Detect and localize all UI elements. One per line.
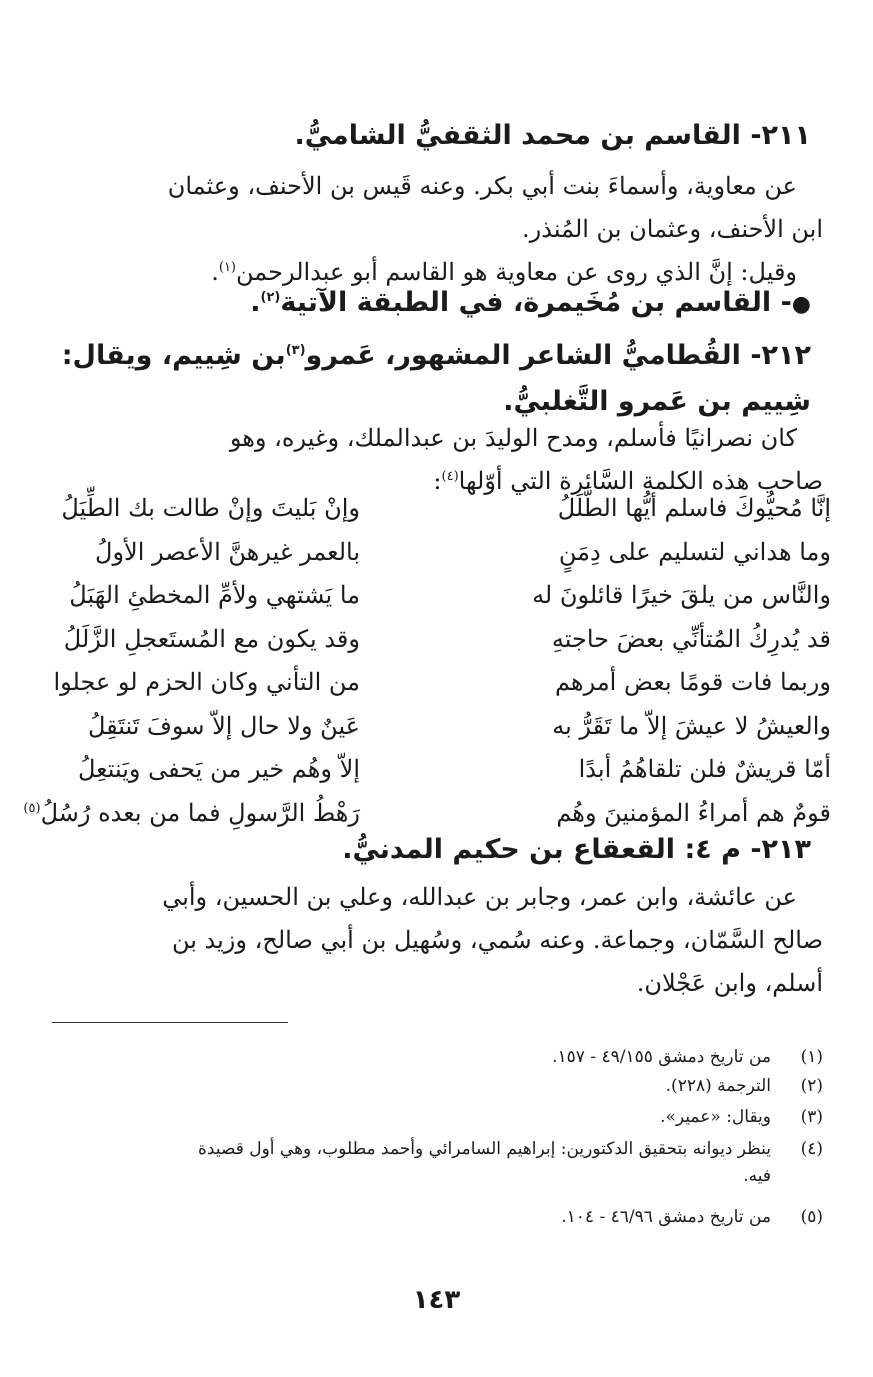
footnote-number: (٤) [800,1139,823,1159]
verse-second-hemistich: وإنْ بَليتَ وإنْ طالت بك الطِّيَلُ [61,494,360,522]
verse-second-hemistich: عَينٌ ولا حال إلاّ سوفَ تَنتَقِلُ [87,711,360,740]
verse-second-hemistich: بالعمر غيرهنَّ الأعصر الأولُ [95,537,360,566]
entry-211-line-2: ابن الأحنف، وعثمان بن المُنذر. [522,215,823,243]
text-line [40,417,823,460]
verse-first-hemistich: وربما فات قومًا بعض أمرهم [554,668,831,696]
poem [23,494,831,842]
verse-second-hemistich: من التأني وكان الحزم لو عجلوا [53,668,360,696]
footnote-ref-3[interactable]: (٣) [285,343,306,358]
footnote [40,1204,823,1231]
poem-verse [40,668,831,712]
footnote-ref-4[interactable]: (٤) [441,469,459,484]
crossref-text: - القاسم بن مُخَيمرة، في الطبقة الآتية [280,287,792,318]
footnote-separator [52,1022,288,1023]
footnote-ref-1[interactable]: (١) [218,260,236,275]
verse-first-hemistich: وما هداني لتسليم على دِمَنٍ [558,537,831,566]
footnote-number: (٢) [800,1076,823,1096]
verse-first-hemistich: والنَّاس من يلقَ خيرًا قائلونَ له [532,581,831,609]
entry-211-title-text: ٢١١- القاسم بن محمد الثقفيُّ الشاميُّ. [294,120,811,151]
footnote-number: (٥) [800,1207,823,1227]
verse-first-hemistich: قومٌ هم أمراءُ المؤمنينَ وهُم [556,798,831,827]
footnote-number: (١) [800,1047,823,1067]
text-line [40,208,823,251]
bullet-icon: ● [791,292,811,317]
text-line [40,919,823,962]
punctuation: : [433,467,442,495]
entry-211-line-3: وقيل: إنَّ الذي روى عن معاوية هو القاسم أبو عبدالرحمن [236,258,797,286]
entry-211-body [40,165,823,294]
footnote-number: (٣) [800,1107,823,1127]
entry-212-title-line-1 [41,333,811,379]
entry-212-line-2: صاحب هذه الكلمة السَّائرة التي أوّلها [458,467,823,495]
verse-first-hemistich: أمّا قريشٌ فلن تلقاهُمُ أبدًا [578,755,831,783]
footnote-text: من تاريخ دمشق ٤٦/٩٦ - ١٠٤. [561,1207,771,1227]
entry-212-title-b: بن شِييم، ويقال: [61,340,286,371]
poem-verse [40,755,831,799]
footnote-ref-5[interactable]: (٥) [23,800,41,816]
entry-213-title [41,832,811,867]
footnote-text: الترجمة (٢٢٨). [665,1076,771,1096]
footnote-continuation: فيه. [743,1166,771,1186]
text-line [40,165,823,208]
text-line [40,962,823,1005]
punctuation: . [211,258,219,286]
poem-verse [40,538,831,582]
entry-212-body [40,417,823,503]
crossref-title [41,285,811,320]
footnote-text: ويقال: «عمير». [660,1107,771,1127]
footnote-text: من تاريخ دمشق ٤٩/١٥٥ - ١٥٧. [552,1047,771,1067]
footnote [40,1073,823,1100]
verse-second-hemistich: ما يَشتهي ولأمِّ المخطئِ الهَبَلُ [69,581,360,609]
poem-verse [40,712,831,756]
footnote-line [40,1136,823,1163]
entry-212-line-1: كان نصرانيًا فأسلم، ومدح الوليدَ بن عبدالملك، وغيره، وهو [229,424,797,452]
punctuation: . [250,287,261,318]
entry-213-body [40,876,823,1005]
text-line [40,876,823,919]
verse-first-hemistich: قد يُدرِكُ المُتأنِّي بعضَ حاجتهِ [551,624,831,653]
entry-213-line-1: عن عائشة، وابن عمر، وجابر بن عبدالله، وعلي بن الحسين، وأبي [162,883,797,911]
verse-second-hemistich-text: رَهْطُ الرَّسولِ فما من بعده رُسُلُ [40,798,360,827]
entry-213-line-3: أسلم، وابن عَجْلان. [636,969,823,997]
footnote-ref-2[interactable]: (٢) [260,290,281,305]
footnote [40,1136,823,1190]
verse-second-hemistich: وقد يكون مع المُستَعجلِ الزَّلَلُ [63,624,360,653]
footnote [40,1044,823,1071]
poem-verse [40,625,831,669]
entry-211-title [41,118,811,153]
verse-second-hemistich [23,798,360,827]
entry-212-title [41,333,811,425]
footnote [40,1104,823,1131]
footnote-text: ينظر ديوانه بتحقيق الدكتورين: إبراهيم السامرائي وأحمد مطلوب، وهي أول قصيدة [198,1139,771,1159]
poem-verse [40,494,831,538]
entry-213-title-text: ٢١٣- م ٤: القعقاع بن حكيم المدنيُّ. [342,834,811,865]
verse-second-hemistich: إلاّ وهُم خير من يَحفى ويَنتعِلُ [78,755,360,783]
poem-verse [40,581,831,625]
verse-first-hemistich: والعيشُ لا عيشَ إلاّ ما تَقَرُّ به [552,711,831,740]
entry-213-line-2: صالح السَّمّان، وجماعة. وعنه سُمي، وسُهيل بن أبي صالح، وزيد بن [171,926,823,954]
page-number: ١٤٣ [412,1285,461,1315]
verse-first-hemistich: إنَّا مُحيُّوكَ فاسلم أيُّها الطَّلَلُ [557,494,831,522]
entry-211-line-1: عن معاوية، وأسماءَ بنت أبي بكر. وعنه قَيس بن الأحنف، وعثمان [167,172,797,200]
entry-212-title-line-2: شِييم بن عَمرو التَّغلبيُّ. [503,386,811,417]
entry-212-title-a: ٢١٢- القُطاميُّ الشاعر المشهور، عَمرو [305,340,811,371]
